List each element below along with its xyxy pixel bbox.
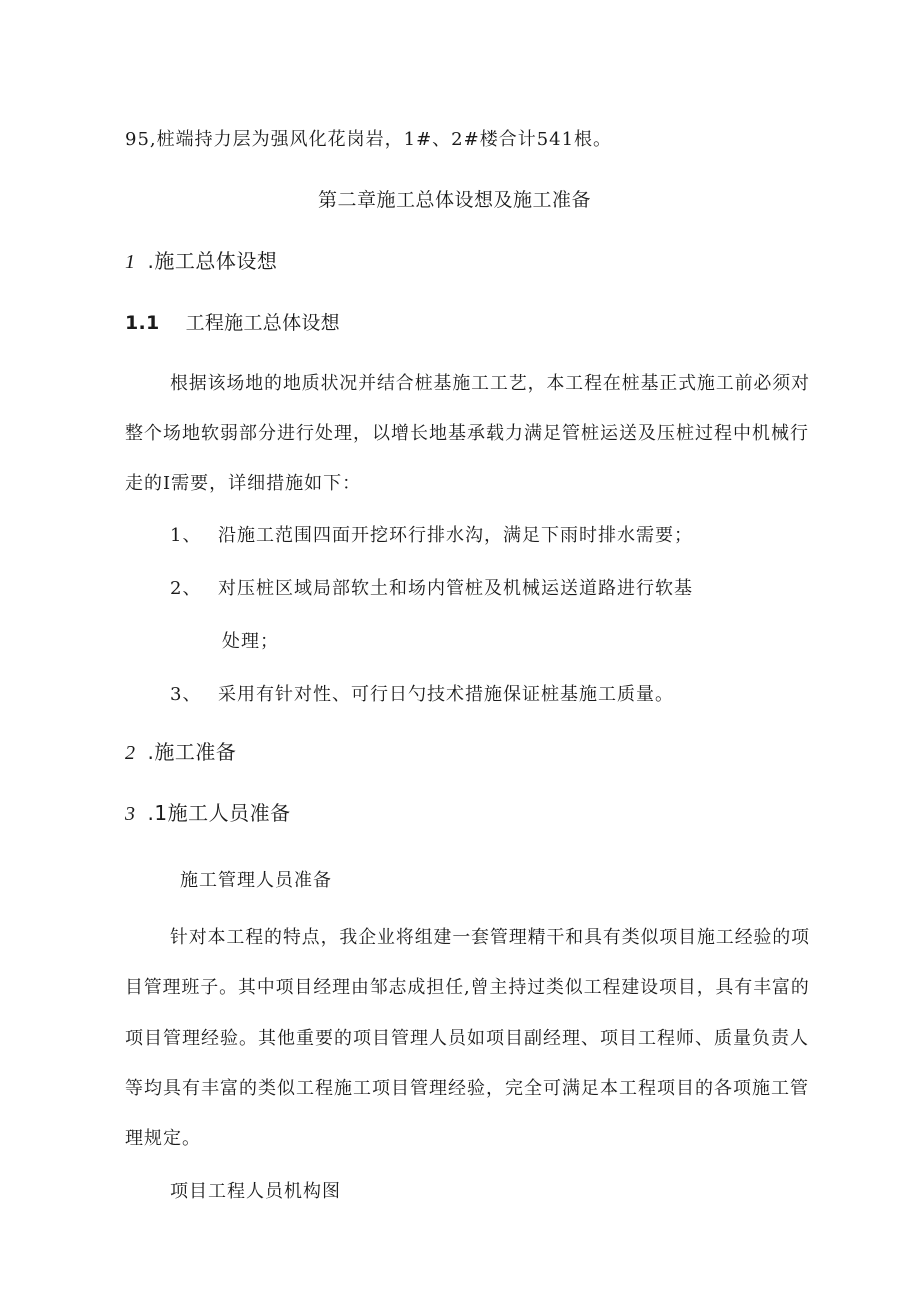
section-2-number: 2	[125, 742, 136, 764]
measure-item-3	[170, 683, 674, 707]
subsection-1-1-heading	[125, 311, 340, 335]
measure-item-1	[170, 524, 693, 548]
paragraph-2-line-1: 针对本工程的特点，我企业将组建一套管理精干和具有类似项目施工经验的项	[170, 927, 810, 948]
section-2-title: .施工准备	[147, 740, 237, 764]
paragraph-2-line-2: 目管理班子。其中项目经理由邹志成担任,曾主持过类似工程建设项目，具有丰富的	[125, 977, 810, 998]
section-3-1-heading	[125, 801, 291, 826]
section-2-heading	[125, 740, 236, 765]
paragraph-2-line-5: 理规定。	[125, 1128, 201, 1149]
measure-number: 2、	[170, 578, 202, 599]
measure-number: 1、	[170, 525, 202, 546]
paragraph-2-line-4: 等均具有丰富的类似工程施工项目管理经验，完全可满足本工程项目的各项施工管	[125, 1078, 809, 1099]
subsection-1-1-number: 1.1	[125, 312, 160, 334]
org-chart-caption: 项目工程人员机构图	[170, 1181, 341, 1202]
measure-text: 采用有针对性、可行日勺技术措施保证桩基施工质量。	[218, 684, 674, 705]
chapter-title: 第二章施工总体设想及施工准备	[318, 189, 592, 211]
section-3-1-number: 3	[125, 803, 136, 825]
measure-text: 沿施工范围四面开挖环行排水沟，满足下雨时排水需要；	[218, 525, 693, 546]
paragraph-1-line-3: 走的I需要，详细措施如下：	[125, 473, 362, 494]
management-heading: 施工管理人员准备	[180, 870, 332, 891]
intro-line: 95,桩端持力层为强风化花岗岩，1#、2#楼合计541根。	[125, 129, 613, 150]
paragraph-1-line-2: 整个场地软弱部分进行处理，以增长地基承载力满足管桩运送及压桩过程中机械行	[125, 423, 809, 444]
measure-item-2-continuation: 处理；	[222, 631, 279, 652]
measure-number: 3、	[170, 684, 202, 705]
paragraph-1-line-1: 根据该场地的地质状况并结合桩基施工工艺，本工程在桩基正式施工前必须对	[170, 373, 810, 394]
section-1-number: 1	[125, 251, 136, 273]
subsection-1-1-title: 工程施工总体设想	[185, 312, 340, 334]
measure-item-2	[170, 577, 693, 601]
paragraph-2-line-3: 项目管理经验。其他重要的项目管理人员如项目副经理、项目工程师、质量负责人	[125, 1028, 809, 1049]
section-1-title: .施工总体设想	[147, 249, 278, 273]
section-3-1-title: .1施工人员准备	[147, 801, 291, 825]
section-1-heading	[125, 249, 277, 274]
measure-text: 对压桩区域局部软土和场内管桩及机械运送道路进行软基	[218, 578, 693, 599]
